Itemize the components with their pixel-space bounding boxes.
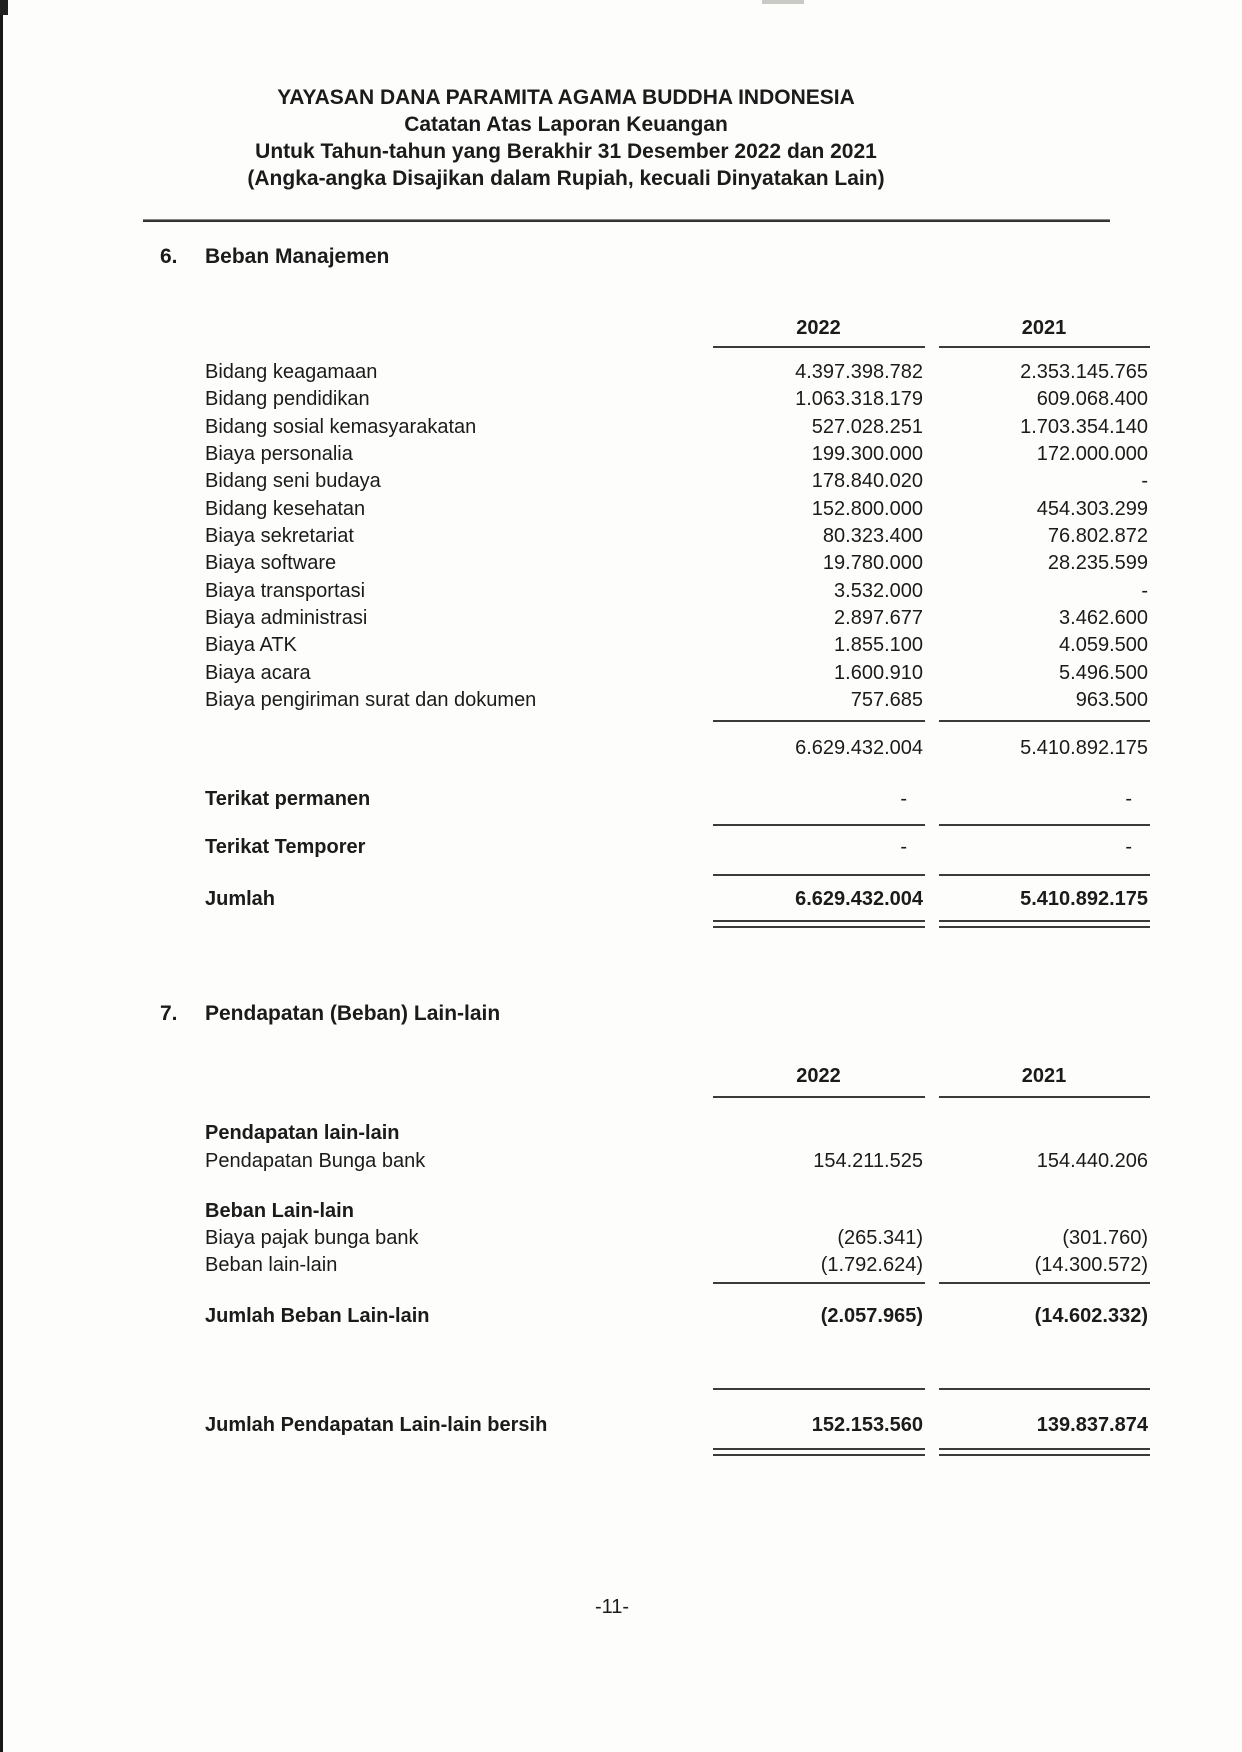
row-value-2021: 172.000.000: [1036, 443, 1148, 465]
group-header-row: [0, 1120, 1242, 1147]
row-value-2021: 609.068.400: [1036, 388, 1148, 410]
table-row: [0, 687, 1242, 714]
row-label: Biaya personalia: [205, 443, 353, 465]
total-value-2022: 6.629.432.004: [795, 888, 923, 910]
group-header: Pendapatan lain-lain: [205, 1122, 400, 1144]
row-value-2021: -: [1141, 470, 1148, 492]
row-label: Bidang sosial kemasyarakatan: [205, 416, 477, 438]
row-value-2021: -: [1125, 836, 1132, 858]
table-row: [0, 1252, 1242, 1279]
row-value-2021: 76.802.872: [1047, 525, 1148, 547]
row-value-2021: (301.760): [1062, 1227, 1148, 1249]
row-value-2021: 2.353.145.765: [1020, 361, 1148, 383]
table-row: [0, 414, 1242, 441]
row-label: Bidang keagamaan: [205, 361, 378, 383]
table-row: [0, 550, 1242, 577]
section6-number: 6.: [160, 245, 178, 268]
total-value-2021: 139.837.874: [1036, 1414, 1148, 1436]
subtotal-row: [0, 735, 1242, 762]
document-header: [60, 84, 1072, 192]
page-number: -11-: [594, 1596, 630, 1618]
section7-column-header-2022: 2022: [796, 1065, 841, 1087]
table-row: [0, 468, 1242, 495]
row-value-2021: 5.496.500: [1059, 662, 1148, 684]
scan-corner-artifact: [0, 0, 8, 15]
table-row: [0, 632, 1242, 659]
row-label: Pendapatan Bunga bank: [205, 1150, 426, 1172]
row-value-2022: 152.800.000: [811, 498, 923, 520]
row-label: Biaya pengiriman surat dan dokumen: [205, 689, 537, 711]
table-row: [0, 1148, 1242, 1175]
row-label: Bidang pendidikan: [205, 388, 370, 410]
row-label: Biaya pajak bunga bank: [205, 1227, 419, 1249]
row-label: Terikat permanen: [205, 788, 371, 810]
row-value-2021: 154.440.206: [1036, 1150, 1148, 1172]
column-underline: [939, 1096, 1150, 1098]
subtotal-line: [939, 1282, 1150, 1284]
row-value-2022: 2.897.677: [834, 607, 923, 629]
row-value-2022: 80.323.400: [822, 525, 923, 547]
row-value-2022: 1.063.318.179: [795, 388, 923, 410]
row-value-2022: 154.211.525: [813, 1150, 923, 1172]
section6-column-header-2021: 2021: [1021, 317, 1067, 339]
total-value-2021: (14.602.332): [1034, 1305, 1148, 1327]
row-value-2021: 4.059.500: [1059, 634, 1148, 656]
table-row: [0, 496, 1242, 523]
row-value-2021: 454.303.299: [1036, 498, 1148, 520]
row-label: Biaya ATK: [205, 634, 297, 656]
table-row: [0, 523, 1242, 550]
row-label: Jumlah: [205, 888, 276, 910]
row-value-2022: 1.600.910: [834, 662, 923, 684]
subtotal-line: [713, 1388, 925, 1390]
terikat-permanen-row: [0, 786, 1242, 813]
row-label: Jumlah Beban Lain-lain: [205, 1305, 430, 1327]
row-value-2022: (265.341): [837, 1227, 923, 1249]
subtotal-line: [939, 720, 1150, 722]
row-label: Terikat Temporer: [205, 836, 366, 858]
column-underline: [713, 346, 925, 348]
subtotal-line: [713, 824, 925, 826]
column-underline: [713, 1096, 925, 1098]
section7-number: 7.: [160, 1002, 178, 1025]
total-value-2022: (2.057.965): [820, 1305, 923, 1327]
total-value-2021: 5.410.892.175: [1020, 888, 1148, 910]
scan-left-edge-artifact: [0, 0, 3, 1752]
subtotal-line: [939, 1388, 1150, 1390]
header-divider-line: [143, 219, 1110, 222]
double-total-line: [939, 1448, 1150, 1456]
row-value-2022: -: [900, 788, 907, 810]
row-value-2022: 178.840.020: [811, 470, 923, 492]
doc-period: Untuk Tahun-tahun yang Berakhir 31 Desember 2022 dan 2021: [255, 140, 877, 163]
table-row: [0, 441, 1242, 468]
double-total-line: [713, 1448, 925, 1456]
row-value-2021: 3.462.600: [1059, 607, 1148, 629]
row-value-2022: 757.685: [850, 689, 923, 711]
double-total-line: [713, 920, 925, 928]
section6-column-header-2022: 2022: [796, 317, 841, 339]
terikat-temporer-row: [0, 834, 1242, 861]
row-value-2021: (14.300.572): [1034, 1254, 1148, 1276]
row-label: Biaya acara: [205, 662, 311, 684]
row-value-2022: (1.792.624): [820, 1254, 923, 1276]
table-row: [0, 578, 1242, 605]
doc-currency-note: (Angka-angka Disajikan dalam Rupiah, kecuali Dinyatakan Lain): [247, 167, 885, 190]
table-row: [0, 386, 1242, 413]
table-row: [0, 605, 1242, 632]
group-header: Beban Lain-lain: [205, 1200, 354, 1222]
row-value-2022: 3.532.000: [834, 580, 923, 602]
section7-title: Pendapatan (Beban) Lain-lain: [205, 1002, 501, 1025]
subtotal-line: [713, 720, 925, 722]
table-row: [0, 660, 1242, 687]
subtotal-line: [939, 874, 1150, 876]
row-value-2022: 1.855.100: [834, 634, 923, 656]
subtotal-line: [713, 1282, 925, 1284]
total-value-2022: 152.153.560: [811, 1414, 923, 1436]
section6-title: Beban Manajemen: [205, 245, 390, 268]
subtotal-line: [939, 824, 1150, 826]
row-label: Biaya software: [205, 552, 337, 574]
row-value-2022: 527.028.251: [811, 416, 923, 438]
subtotal-value-2022: 6.629.432.004: [795, 737, 923, 759]
row-value-2021: 963.500: [1075, 689, 1148, 711]
double-total-line: [939, 920, 1150, 928]
row-value-2021: -: [1125, 788, 1132, 810]
row-label: Bidang kesehatan: [205, 498, 366, 520]
doc-subtitle: Catatan Atas Laporan Keuangan: [404, 113, 728, 136]
row-value-2021: 1.703.354.140: [1020, 416, 1148, 438]
jumlah-bersih-row: [0, 1412, 1242, 1439]
table-row: [0, 1225, 1242, 1252]
row-label: Biaya sekretariat: [205, 525, 354, 547]
jumlah-row: [0, 886, 1242, 913]
row-label: Beban lain-lain: [205, 1254, 338, 1276]
group-header-row: [0, 1198, 1242, 1225]
row-value-2022: -: [900, 836, 907, 858]
row-label: Bidang seni budaya: [205, 470, 381, 492]
subtotal-value-2021: 5.410.892.175: [1020, 737, 1148, 759]
row-value-2021: -: [1141, 580, 1148, 602]
org-name: YAYASAN DANA PARAMITA AGAMA BUDDHA INDONESIA: [277, 86, 855, 109]
row-value-2021: 28.235.599: [1047, 552, 1148, 574]
row-value-2022: 4.397.398.782: [795, 361, 923, 383]
row-label: Jumlah Pendapatan Lain-lain bersih: [205, 1414, 548, 1436]
jumlah-beban-row: [0, 1303, 1242, 1330]
section7-column-header-2021: 2021: [1021, 1065, 1067, 1087]
scan-top-artifact: [762, 0, 804, 4]
row-label: Biaya transportasi: [205, 580, 366, 602]
row-label: Biaya administrasi: [205, 607, 368, 629]
subtotal-line: [713, 874, 925, 876]
table-row: [0, 359, 1242, 386]
row-value-2022: 19.780.000: [822, 552, 923, 574]
column-underline: [939, 346, 1150, 348]
row-value-2022: 199.300.000: [811, 443, 923, 465]
